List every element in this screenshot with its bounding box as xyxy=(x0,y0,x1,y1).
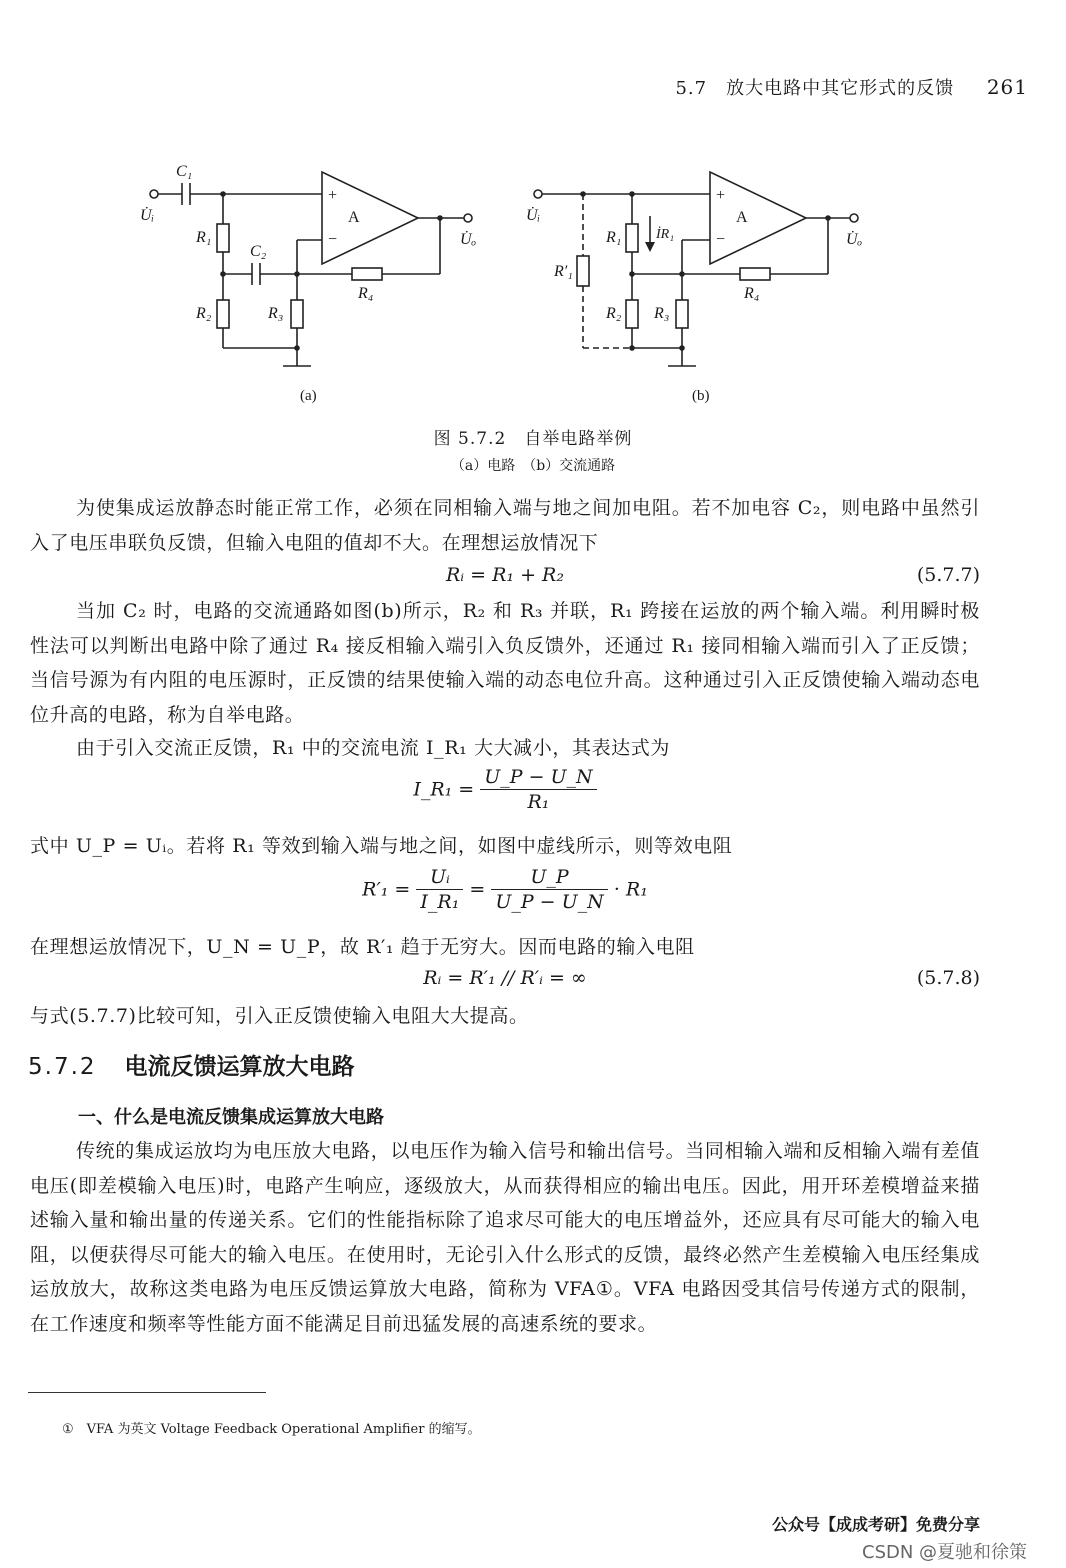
paragraph-1: 为使集成运放静态时能正常工作，必须在同相输入端与地之间加电阻。若不加电容 C₂，则电路中虽然引入了电压串联负反馈，但输入电阻的值却不大。在理想运放情况下 xyxy=(30,497,980,554)
paragraph-2: 当加 C₂ 时，电路的交流通路如图(b)所示，R₂ 和 R₃ 并联，R₁ 跨接在运放的两个输入端。利用瞬时极性法可以判断出电路中除了通过 R₄ 接反相输入端引入负反馈外，还通过 R₁ 接同相输入端而引入了正反馈；当信号源为有内阻的电压源时，正反馈的结果使输入端的动态电位升高。这种通过引入正反馈使输入端动态电位升高的电路，称为自举电路。 xyxy=(30,600,980,726)
label-b-minus: − xyxy=(716,231,726,248)
eq3-tail: · R₁ xyxy=(613,878,648,901)
section-number: 5.7.2 xyxy=(28,1054,97,1080)
equation-body: Rᵢ = R₁ + R₂ xyxy=(446,564,564,586)
watermark: CSDN @夏驰和徐策 xyxy=(862,1542,1028,1563)
eq2-denominator: R₁ xyxy=(527,791,550,813)
running-header xyxy=(675,74,1028,100)
label-b-r1: R₁ xyxy=(606,229,622,246)
eq3-fraction-2 xyxy=(491,866,607,913)
eq3-f1-denominator: I_R₁ xyxy=(420,891,460,913)
paragraph-3: 由于引入交流正反馈，R₁ 中的交流电流 I_R₁ 大大减小，其表达式为 xyxy=(76,737,670,759)
equation-r1-prime xyxy=(30,866,980,928)
eq2-numerator: U_P − U_N xyxy=(480,766,596,790)
eq3-f2-numerator: U_P xyxy=(491,866,607,890)
equation-number: (5.7.8) xyxy=(916,967,980,989)
label-a-minus: − xyxy=(328,231,338,248)
subsection-heading: 一、什么是电流反馈集成运算放大电路 xyxy=(78,1107,384,1128)
label-b-r4: R₄ xyxy=(744,285,760,302)
equation-ir1 xyxy=(30,766,980,828)
label-b-r3: R₃ xyxy=(654,305,670,322)
label-a-amp: A xyxy=(348,209,360,226)
eq2-fraction xyxy=(480,766,596,813)
eq3-lhs: R′₁ = xyxy=(362,878,411,901)
footnote-rule xyxy=(28,1392,266,1393)
eq3-fraction-1 xyxy=(416,866,463,913)
label-b-ir1: İR₁ xyxy=(656,227,675,242)
eq3-f2-denominator: U_P − U_N xyxy=(495,891,604,913)
equation-body: Rᵢ = R′₁ // R′ᵢ = ∞ xyxy=(423,967,587,989)
label-b-amp: A xyxy=(736,209,748,226)
paragraph-7: 传统的集成运放均为电压放大电路，以电压作为输入信号和输出信号。当同相输入端和反相输入端有差值电压(即差模输入电压)时，电路产生响应，逐级放大，从而获得相应的输出电压。因此，用开环差模增益来描述输入量和输出量的传递关系。它们的性能指标除了追求尽可能大的电压增益外，还应具有尽可能大的输入电阻，以便获得尽可能大的输入电压。在使用时，无论引入什么形式的反馈，最终必然产生差模输入电压经集成运放放大，故称这类电路为电压反馈运算放大电路，简称为 VFA①。VFA 电路因受其信号传递方式的限制，在工作速度和频率等性能方面不能满足目前迅猛发展的高速系统的要求。 xyxy=(30,1140,980,1335)
paragraph-5: 在理想运放情况下，U_N = U_P，故 R′₁ 趋于无穷大。因而电路的输入电阻 xyxy=(30,936,695,958)
equation-number: (5.7.7) xyxy=(916,564,980,586)
label-a-c1: C₁ xyxy=(176,163,193,180)
eq3-equals: = xyxy=(469,878,486,901)
figure-circuits xyxy=(0,150,1066,410)
equation-5-7-7 xyxy=(30,564,980,592)
label-a-r3: R₃ xyxy=(268,305,284,322)
label-a-output: U̇ₒ xyxy=(460,231,477,248)
label-b-output: U̇ₒ xyxy=(846,231,863,248)
eq3-f1-numerator: Uᵢ xyxy=(416,866,463,890)
section-title: 电流反馈运算放大电路 xyxy=(124,1054,355,1080)
label-b-plus: + xyxy=(716,187,726,204)
label-a-r2: R₂ xyxy=(196,305,212,322)
bottom-note: 公众号【成成考研】免费分享 xyxy=(772,1515,981,1534)
equation-5-7-8 xyxy=(30,967,980,995)
paragraph-4: 式中 U_P = Uᵢ。若将 R₁ 等效到输入端与地之间，如图中虚线所示，则等效电阻 xyxy=(30,835,733,857)
label-a-plus: + xyxy=(328,187,338,204)
header-section: 5.7 放大电路中其它形式的反馈 xyxy=(675,78,955,99)
section-heading xyxy=(28,1048,355,1081)
eq2-lhs: I_R₁ = xyxy=(413,778,475,801)
label-a-r1: R₁ xyxy=(196,229,212,246)
label-a-c2: C₂ xyxy=(250,243,267,260)
label-b-tag: (b) xyxy=(692,388,710,404)
label-b-input: U̇ᵢ xyxy=(526,207,541,224)
page-number: 261 xyxy=(986,75,1028,99)
label-b-r2: R₂ xyxy=(606,305,622,322)
figure-subcaption: （a）电路 （b）交流通路 xyxy=(450,458,616,474)
label-b-r1p: R′₁ xyxy=(554,263,573,280)
paragraph-6: 与式(5.7.7)比较可知，引入正反馈使输入电阻大大提高。 xyxy=(30,1005,529,1027)
label-a-r4: R₄ xyxy=(358,285,374,302)
figure-caption: 图 5.7.2 自举电路举例 xyxy=(433,429,633,449)
label-a-input: U̇ᵢ xyxy=(140,207,155,224)
label-a-tag: (a) xyxy=(300,388,317,404)
footnote: ① VFA 为英文 Voltage Feedback Operational Amplifier 的缩写。 xyxy=(62,1422,481,1437)
